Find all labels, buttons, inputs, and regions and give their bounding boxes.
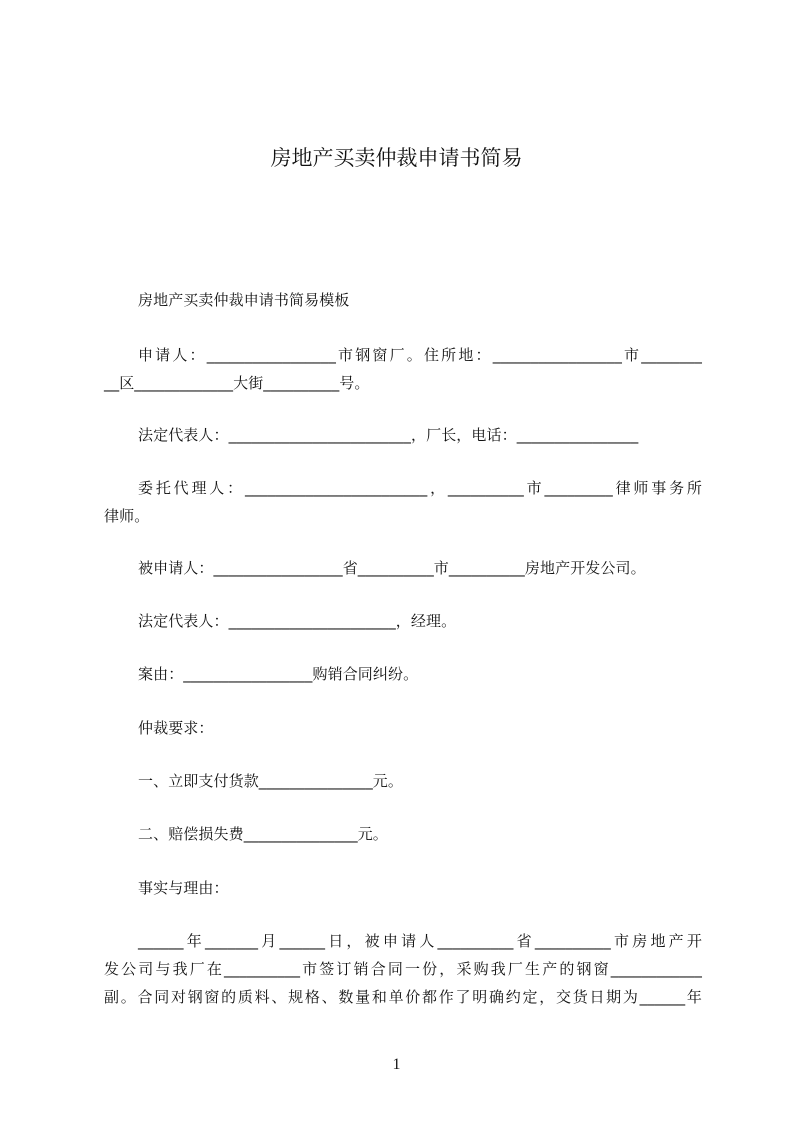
- document-title: 房地产买卖仲裁申请书简易: [270, 146, 523, 170]
- page-number: 1: [392, 1056, 401, 1073]
- applicant-line-2: __区_____________大街__________号。: [104, 374, 370, 392]
- case-cause-line: 案由：_________________购销合同纠纷。: [138, 665, 419, 683]
- facts-line-2: 发公司与我厂在__________市签订销合同一份，采购我厂生产的钢窗____________: [104, 960, 702, 978]
- subtitle: 房地产买卖仲裁申请书简易模板: [138, 291, 350, 309]
- agent-line-2: 律师。: [104, 507, 150, 525]
- facts-heading: 事实与理由：: [138, 879, 229, 897]
- legal-representative-line: 法定代表人：________________________，厂长，电话：________________: [138, 426, 639, 444]
- claims-heading: 仲裁要求：: [138, 719, 214, 737]
- respondent-line: 被申请人：_________________省__________市__________房地产开发公司。: [138, 559, 646, 577]
- claim-1: 一、立即支付货款_______________元。: [138, 772, 404, 790]
- claim-2: 二、赔偿损失费_______________元。: [138, 825, 388, 843]
- applicant-line-1: 申请人：_________________市钢窗厂。住所地：_________________市________: [138, 346, 702, 364]
- facts-line-1: ______年_______月______日，被申请人__________省__________市房地产开: [138, 932, 702, 950]
- legal-representative-2-line: 法定代表人：______________________，经理。: [138, 612, 457, 630]
- facts-line-3: 副。合同对钢窗的质料、规格、数量和单价都作了明确约定，交货日期为______年: [104, 988, 702, 1006]
- agent-line-1: 委托代理人：________________________，__________市_________律师事务所: [138, 479, 702, 497]
